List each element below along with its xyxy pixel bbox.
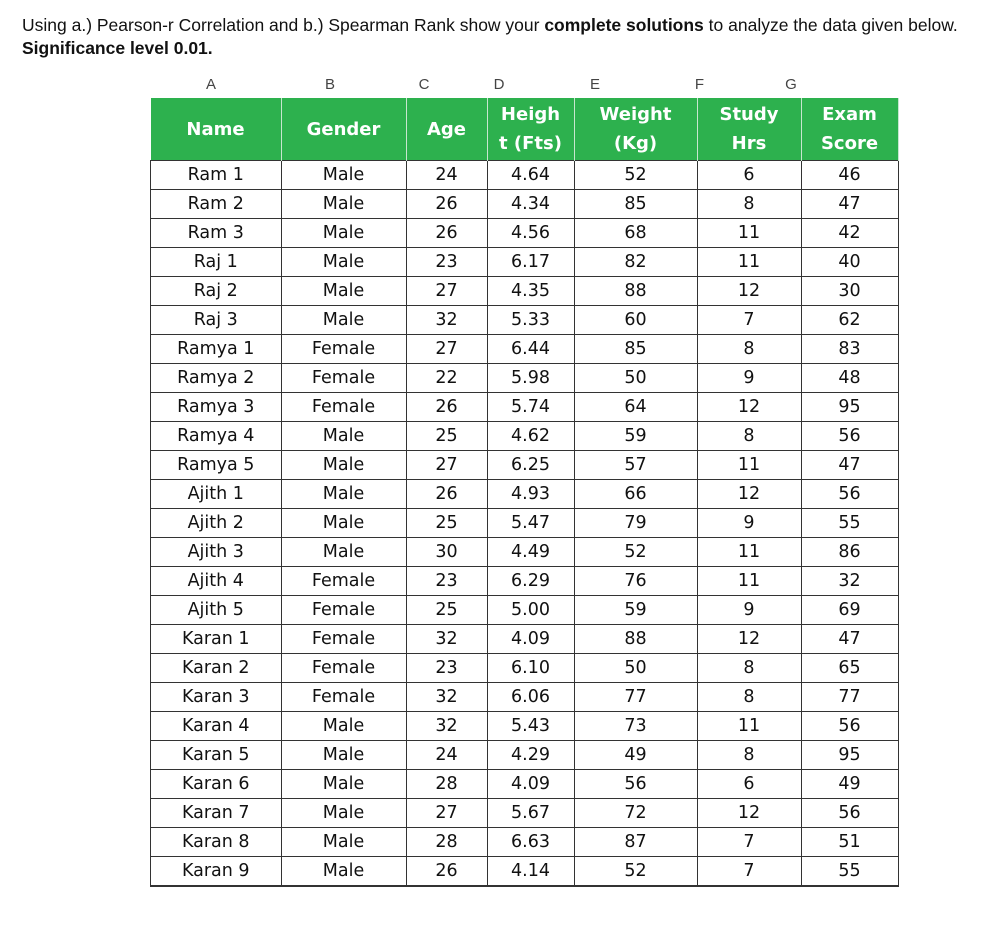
column-letter-c[interactable]: C [418, 76, 430, 93]
cell-study-hrs[interactable]: 11 [697, 248, 801, 277]
cell-gender[interactable]: Male [281, 480, 406, 509]
cell-gender[interactable]: Female [281, 596, 406, 625]
cell-name[interactable]: Ram 2 [151, 190, 282, 219]
cell-weight[interactable]: 64 [574, 393, 697, 422]
cell-exam-score[interactable]: 62 [801, 306, 898, 335]
cell-weight[interactable]: 85 [574, 335, 697, 364]
cell-gender[interactable]: Male [281, 277, 406, 306]
cell-study-hrs[interactable]: 6 [697, 770, 801, 799]
cell-age[interactable]: 26 [406, 480, 487, 509]
cell-age[interactable]: 25 [406, 509, 487, 538]
cell-height[interactable]: 4.49 [487, 538, 574, 567]
cell-study-hrs[interactable]: 11 [697, 538, 801, 567]
table-row [151, 277, 899, 306]
table-row [151, 625, 899, 654]
cell-height[interactable]: 6.10 [487, 654, 574, 683]
cell-height[interactable]: 4.93 [487, 480, 574, 509]
cell-study-hrs[interactable]: 11 [697, 567, 801, 596]
cell-age[interactable]: 27 [406, 277, 487, 306]
table-row [151, 799, 899, 828]
cell-age[interactable]: 27 [406, 451, 487, 480]
cell-weight[interactable]: 50 [574, 364, 697, 393]
cell-exam-score[interactable]: 65 [801, 654, 898, 683]
cell-height[interactable]: 5.67 [487, 799, 574, 828]
cell-height[interactable]: 5.74 [487, 393, 574, 422]
cell-height[interactable]: 5.98 [487, 364, 574, 393]
cell-height[interactable]: 6.17 [487, 248, 574, 277]
cell-weight[interactable]: 49 [574, 741, 697, 770]
cell-height[interactable]: 6.29 [487, 567, 574, 596]
table-row [151, 509, 899, 538]
cell-name[interactable]: Karan 4 [151, 712, 282, 741]
cell-exam-score[interactable]: 32 [801, 567, 898, 596]
cell-exam-score[interactable]: 46 [801, 161, 898, 190]
cell-exam-score[interactable]: 51 [801, 828, 898, 857]
cell-age[interactable]: 26 [406, 857, 487, 887]
cell-exam-score[interactable]: 48 [801, 364, 898, 393]
data-table [150, 98, 899, 887]
cell-name[interactable]: Ajith 5 [151, 596, 282, 625]
table-row [151, 857, 899, 887]
cell-weight[interactable]: 52 [574, 538, 697, 567]
instructions-part2: to analyze the data given below. [703, 15, 958, 35]
instructions-text [22, 14, 972, 60]
cell-weight[interactable]: 52 [574, 857, 697, 887]
cell-exam-score[interactable]: 56 [801, 712, 898, 741]
table-row [151, 712, 899, 741]
cell-age[interactable]: 26 [406, 393, 487, 422]
cell-age[interactable]: 30 [406, 538, 487, 567]
cell-height[interactable]: 4.35 [487, 277, 574, 306]
cell-study-hrs[interactable]: 8 [697, 654, 801, 683]
column-letter-f[interactable]: F [694, 76, 705, 93]
table-row [151, 335, 899, 364]
table-row [151, 596, 899, 625]
table-row [151, 422, 899, 451]
cell-age[interactable]: 23 [406, 654, 487, 683]
cell-study-hrs[interactable]: 11 [697, 451, 801, 480]
cell-gender[interactable]: Female [281, 654, 406, 683]
cell-weight[interactable]: 79 [574, 509, 697, 538]
cell-weight[interactable]: 85 [574, 190, 697, 219]
cell-age[interactable]: 23 [406, 567, 487, 596]
cell-gender[interactable]: Female [281, 364, 406, 393]
cell-height[interactable]: 6.06 [487, 683, 574, 712]
cell-weight[interactable]: 52 [574, 161, 697, 190]
cell-age[interactable]: 32 [406, 306, 487, 335]
header-row [151, 98, 899, 161]
header-exam-score-line: Score [820, 133, 879, 154]
cell-name[interactable]: Karan 6 [151, 770, 282, 799]
cell-gender[interactable]: Male [281, 422, 406, 451]
cell-study-hrs[interactable]: 9 [697, 509, 801, 538]
cell-gender[interactable]: Male [281, 741, 406, 770]
cell-name[interactable]: Ajith 3 [151, 538, 282, 567]
column-letter-b[interactable]: B [324, 76, 335, 93]
cell-study-hrs[interactable]: 7 [697, 828, 801, 857]
cell-study-hrs[interactable]: 8 [697, 422, 801, 451]
header-gender-line: Gender [306, 118, 381, 140]
cell-study-hrs[interactable]: 12 [697, 480, 801, 509]
spreadsheet [150, 72, 899, 887]
cell-age[interactable]: 27 [406, 799, 487, 828]
cell-weight[interactable]: 88 [574, 277, 697, 306]
cell-exam-score[interactable]: 77 [801, 683, 898, 712]
cell-weight[interactable]: 68 [574, 219, 697, 248]
cell-name[interactable]: Karan 7 [151, 799, 282, 828]
cell-exam-score[interactable]: 69 [801, 596, 898, 625]
table-row [151, 538, 899, 567]
cell-age[interactable]: 23 [406, 248, 487, 277]
cell-age[interactable]: 28 [406, 770, 487, 799]
cell-weight[interactable]: 56 [574, 770, 697, 799]
cell-weight[interactable]: 50 [574, 654, 697, 683]
cell-exam-score[interactable]: 56 [801, 480, 898, 509]
cell-exam-score[interactable]: 55 [801, 509, 898, 538]
header-exam-score[interactable] [801, 98, 898, 161]
header-age[interactable] [406, 98, 487, 161]
table-row [151, 161, 899, 190]
table-row [151, 480, 899, 509]
cell-gender[interactable]: Male [281, 248, 406, 277]
cell-exam-score[interactable]: 47 [801, 451, 898, 480]
cell-age[interactable]: 25 [406, 596, 487, 625]
table-row [151, 190, 899, 219]
cell-age[interactable]: 32 [406, 683, 487, 712]
cell-name[interactable]: Raj 1 [151, 248, 282, 277]
cell-weight[interactable]: 88 [574, 625, 697, 654]
cell-name[interactable]: Karan 3 [151, 683, 282, 712]
cell-exam-score[interactable]: 42 [801, 219, 898, 248]
cell-gender[interactable]: Male [281, 219, 406, 248]
cell-exam-score[interactable]: 56 [801, 799, 898, 828]
cell-gender[interactable]: Male [281, 828, 406, 857]
cell-study-hrs[interactable]: 7 [697, 306, 801, 335]
cell-height[interactable]: 4.64 [487, 161, 574, 190]
cell-gender[interactable]: Male [281, 161, 406, 190]
cell-weight[interactable]: 73 [574, 712, 697, 741]
cell-weight[interactable]: 60 [574, 306, 697, 335]
cell-height[interactable]: 4.29 [487, 741, 574, 770]
cell-study-hrs[interactable]: 8 [697, 190, 801, 219]
cell-height[interactable]: 6.44 [487, 335, 574, 364]
cell-height[interactable]: 4.14 [487, 857, 574, 887]
header-gender[interactable] [281, 98, 406, 161]
cell-gender[interactable]: Male [281, 857, 406, 887]
header-study-hrs[interactable] [697, 98, 801, 161]
cell-age[interactable]: 27 [406, 335, 487, 364]
table-body [151, 161, 899, 887]
cell-height[interactable]: 5.00 [487, 596, 574, 625]
cell-exam-score[interactable]: 83 [801, 335, 898, 364]
column-letter-g[interactable]: G [785, 76, 797, 93]
cell-gender[interactable]: Male [281, 190, 406, 219]
cell-study-hrs[interactable]: 12 [697, 393, 801, 422]
cell-height[interactable]: 5.43 [487, 712, 574, 741]
table-row [151, 828, 899, 857]
cell-study-hrs[interactable]: 12 [697, 799, 801, 828]
instructions-bold-complete-solutions: complete solutions [544, 15, 704, 35]
cell-height[interactable]: 5.47 [487, 509, 574, 538]
table-row [151, 741, 899, 770]
table-row [151, 770, 899, 799]
cell-gender[interactable]: Male [281, 509, 406, 538]
cell-height[interactable]: 4.62 [487, 422, 574, 451]
header-height[interactable] [487, 98, 574, 161]
cell-weight[interactable]: 66 [574, 480, 697, 509]
cell-gender[interactable]: Male [281, 712, 406, 741]
cell-age[interactable]: 24 [406, 161, 487, 190]
cell-study-hrs[interactable]: 12 [697, 625, 801, 654]
header-name-line: Name [186, 118, 245, 140]
header-weight-line: Weight [599, 104, 672, 125]
cell-weight[interactable]: 59 [574, 596, 697, 625]
cell-gender[interactable]: Female [281, 683, 406, 712]
cell-name[interactable]: Ramya 5 [151, 451, 282, 480]
table-row [151, 654, 899, 683]
cell-height[interactable]: 6.63 [487, 828, 574, 857]
cell-study-hrs[interactable]: 9 [697, 364, 801, 393]
cell-name[interactable]: Ramya 2 [151, 364, 282, 393]
cell-name[interactable]: Ram 3 [151, 219, 282, 248]
column-letter-a[interactable]: A [205, 76, 216, 93]
cell-weight[interactable]: 76 [574, 567, 697, 596]
header-height-line: Heigh [500, 104, 561, 125]
cell-study-hrs[interactable]: 11 [697, 219, 801, 248]
header-age-line: Age [426, 118, 467, 140]
cell-exam-score[interactable]: 55 [801, 857, 898, 887]
header-weight[interactable] [574, 98, 697, 161]
cell-name[interactable]: Ramya 4 [151, 422, 282, 451]
cell-name[interactable]: Ajith 2 [151, 509, 282, 538]
column-letter-row [150, 72, 899, 98]
header-height-line: t (Fts) [499, 133, 562, 154]
instructions-part1: Using a.) Pearson-r Correlation and b.) Spearman Rank show your [22, 15, 545, 35]
cell-age[interactable]: 32 [406, 712, 487, 741]
cell-name[interactable]: Karan 1 [151, 625, 282, 654]
cell-study-hrs[interactable]: 11 [697, 712, 801, 741]
instructions-bold-significance: Significance level 0.01. [22, 38, 213, 58]
cell-height[interactable]: 4.09 [487, 625, 574, 654]
table-row [151, 451, 899, 480]
cell-weight[interactable]: 87 [574, 828, 697, 857]
cell-exam-score[interactable]: 56 [801, 422, 898, 451]
header-exam-score-line: Exam [822, 104, 877, 125]
cell-study-hrs[interactable]: 8 [697, 741, 801, 770]
cell-age[interactable]: 32 [406, 625, 487, 654]
cell-name[interactable]: Karan 2 [151, 654, 282, 683]
header-name[interactable] [151, 98, 282, 161]
column-letter-e[interactable]: E [589, 76, 600, 93]
cell-gender[interactable]: Male [281, 770, 406, 799]
cell-name[interactable]: Ajith 1 [151, 480, 282, 509]
cell-weight[interactable]: 82 [574, 248, 697, 277]
cell-gender[interactable]: Female [281, 625, 406, 654]
cell-gender[interactable]: Male [281, 538, 406, 567]
cell-exam-score[interactable]: 49 [801, 770, 898, 799]
cell-height[interactable]: 6.25 [487, 451, 574, 480]
cell-study-hrs[interactable]: 6 [697, 161, 801, 190]
cell-name[interactable]: Raj 3 [151, 306, 282, 335]
cell-exam-score[interactable]: 95 [801, 741, 898, 770]
table-row [151, 248, 899, 277]
cell-study-hrs[interactable]: 12 [697, 277, 801, 306]
cell-weight[interactable]: 57 [574, 451, 697, 480]
cell-name[interactable]: Ajith 4 [151, 567, 282, 596]
table-row [151, 364, 899, 393]
table-row [151, 683, 899, 712]
cell-name[interactable]: Karan 8 [151, 828, 282, 857]
table-row [151, 567, 899, 596]
cell-exam-score[interactable]: 47 [801, 190, 898, 219]
cell-gender[interactable]: Male [281, 799, 406, 828]
cell-age[interactable]: 25 [406, 422, 487, 451]
cell-name[interactable]: Raj 2 [151, 277, 282, 306]
cell-gender[interactable]: Male [281, 306, 406, 335]
table-row [151, 219, 899, 248]
header-weight-line: (Kg) [613, 133, 658, 154]
cell-study-hrs[interactable]: 8 [697, 335, 801, 364]
cell-age[interactable]: 26 [406, 190, 487, 219]
cell-name[interactable]: Ramya 3 [151, 393, 282, 422]
cell-study-hrs[interactable]: 7 [697, 857, 801, 887]
table-row [151, 393, 899, 422]
cell-study-hrs[interactable]: 8 [697, 683, 801, 712]
cell-height[interactable]: 4.09 [487, 770, 574, 799]
cell-name[interactable]: Ram 1 [151, 161, 282, 190]
cell-exam-score[interactable]: 40 [801, 248, 898, 277]
header-study-hrs-line: Study [719, 104, 779, 125]
cell-gender[interactable]: Female [281, 393, 406, 422]
cell-height[interactable]: 4.34 [487, 190, 574, 219]
cell-gender[interactable]: Male [281, 451, 406, 480]
cell-exam-score[interactable]: 47 [801, 625, 898, 654]
column-letter-d[interactable]: D [493, 76, 505, 93]
cell-age[interactable]: 26 [406, 219, 487, 248]
cell-exam-score[interactable]: 95 [801, 393, 898, 422]
cell-study-hrs[interactable]: 9 [697, 596, 801, 625]
cell-gender[interactable]: Female [281, 335, 406, 364]
cell-age[interactable]: 24 [406, 741, 487, 770]
table-row [151, 306, 899, 335]
cell-weight[interactable]: 59 [574, 422, 697, 451]
header-study-hrs-line: Hrs [731, 133, 767, 154]
cell-exam-score[interactable]: 30 [801, 277, 898, 306]
cell-weight[interactable]: 77 [574, 683, 697, 712]
cell-height[interactable]: 4.56 [487, 219, 574, 248]
cell-name[interactable]: Ramya 1 [151, 335, 282, 364]
cell-gender[interactable]: Female [281, 567, 406, 596]
cell-weight[interactable]: 72 [574, 799, 697, 828]
cell-name[interactable]: Karan 5 [151, 741, 282, 770]
cell-height[interactable]: 5.33 [487, 306, 574, 335]
cell-age[interactable]: 22 [406, 364, 487, 393]
cell-age[interactable]: 28 [406, 828, 487, 857]
cell-name[interactable]: Karan 9 [151, 857, 282, 887]
cell-exam-score[interactable]: 86 [801, 538, 898, 567]
